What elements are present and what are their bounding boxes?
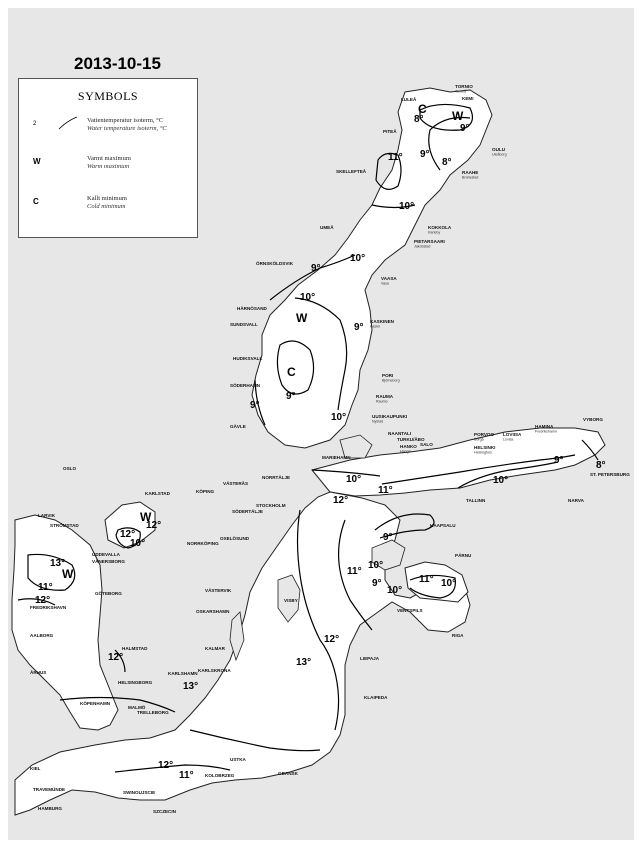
place-label: KARLSTAD (145, 491, 170, 496)
place-label: KIEL (30, 766, 41, 771)
isotherm-symbol: 2 (33, 121, 37, 127)
place-label: LOVIISA (503, 432, 522, 437)
place-sublabel: Björneborg (382, 378, 400, 383)
place-label: OSLO (63, 466, 77, 471)
place-label: RAUMA (376, 394, 394, 399)
place-sublabel: Jakobstad (414, 244, 431, 249)
place-label: SZCZECIN (153, 809, 176, 814)
isotherm-value-label: 13° (50, 558, 66, 569)
isotherm-value-label: 10° (331, 412, 347, 423)
place-label: NORRTÄLJE (262, 475, 291, 480)
place-label: HAAPSALU (430, 523, 456, 528)
isotherm-value-label: 10° (493, 475, 509, 486)
place-label: STRÖMSTAD (50, 523, 79, 528)
isotherm-value-label: 12° (333, 495, 349, 506)
place-label: KÖPENHAMN (80, 701, 111, 706)
isotherm-value-label: 11° (38, 582, 53, 593)
place-label: GDANSK (278, 771, 298, 776)
place-label: PORVOO (474, 432, 495, 437)
warm-maximum-marker: W (296, 311, 308, 325)
place-label: RAAHE (462, 170, 479, 175)
isotherm-value-label: 12° (120, 529, 136, 540)
place-label: TRAVEMÜNDE (33, 787, 66, 792)
warm-maximum-marker: W (62, 567, 74, 581)
isotherm-value-label: 11° (378, 485, 393, 496)
place-label: HAMBURG (38, 806, 62, 811)
isotherm-value-label: 9° (383, 532, 393, 543)
place-label: UUSIKAUPUNKI (372, 414, 408, 419)
place-label: KÖPING (196, 489, 215, 494)
place-label: VÄSTERVIK (205, 588, 232, 593)
isotherm-value-label: 10° (130, 538, 146, 549)
isotherm-value-label: 10° (346, 474, 362, 485)
isotherm-value-label: 9° (311, 263, 321, 274)
place-label: KASKINEN (370, 319, 394, 324)
place-label: VENTSPILS (397, 608, 423, 613)
place-label: GÄVLE (230, 424, 246, 429)
legend-box (18, 78, 198, 238)
place-label: SÖDERTÄLJE (232, 509, 263, 514)
legend-label-cold: Kallt minimum (87, 195, 127, 202)
place-label: STOCKHOLM (256, 503, 286, 508)
place-label: SUNDSVALL (230, 322, 258, 327)
isotherm-value-label: 9° (554, 455, 564, 466)
map-date: 2013-10-15 (74, 54, 161, 73)
cold-minimum-marker: C (418, 102, 427, 116)
isotherm-value-label: 9° (250, 400, 260, 411)
place-label: PORI (382, 373, 394, 378)
place-label: UMEÅ (320, 225, 334, 230)
place-label: HELSINGBORG (118, 680, 153, 685)
place-label: VAASA (381, 276, 397, 281)
place-sublabel: Hangö (400, 449, 411, 454)
place-label: HUDIKSVALL (233, 356, 263, 361)
isotherm-value-label: 10° (368, 560, 384, 571)
place-label: MARIEHAMN (322, 455, 351, 460)
place-sublabel: Kaskö (370, 324, 380, 329)
place-label: TORNIO (455, 84, 473, 89)
isotherm-value-label: 12° (324, 634, 340, 645)
place-label: SALO (420, 442, 433, 447)
place-label: GÖTEBORG (95, 591, 122, 596)
place-label: HAMINA (535, 424, 554, 429)
isotherm-value-label: 9° (286, 391, 296, 402)
place-label: TALLINN (466, 498, 486, 503)
isotherm-value-label: 13° (296, 657, 312, 668)
place-sublabel: Lovisa (503, 437, 514, 442)
place-label: LARVIK (38, 513, 56, 518)
isotherm-value-label: 12° (158, 760, 174, 771)
place-sublabel: Raumo (376, 399, 388, 404)
isotherm-value-label: 8° (414, 114, 424, 125)
place-label: AALBORG (30, 633, 54, 638)
cold-min-symbol: C (33, 197, 39, 206)
place-label: SKELLEFTEÅ (336, 169, 367, 174)
isotherm-value-label: 10° (441, 578, 457, 589)
place-label: HANKO (400, 444, 417, 449)
place-label: ST. PETERSBURG (590, 472, 630, 477)
isotherm-value-label: 11° (347, 566, 362, 577)
place-label: OSKARSHAMN (196, 609, 230, 614)
place-label: NAANTALI (388, 431, 412, 436)
place-label: HÄRNÖSAND (237, 306, 267, 311)
isotherm-sample-line (57, 115, 79, 131)
isotherm-value-label: 10° (399, 201, 415, 212)
place-label: VYBORG (583, 417, 603, 422)
warm-maximum-marker: W (452, 109, 464, 123)
isotherm-value-label: 10° (350, 253, 366, 264)
isotherm-value-label: 9° (372, 578, 382, 589)
place-label: KOKKOLA (428, 225, 452, 230)
place-label: HELSINKI (474, 445, 496, 450)
warm-maximum-marker: W (140, 510, 152, 524)
isotherm-value-label: 11° (419, 574, 434, 585)
place-label: PITEÅ (383, 129, 397, 134)
isotherm-value-label: 9° (354, 322, 364, 333)
legend-label-warm-en: Warm maximum (87, 163, 130, 170)
isotherm-value-label: 9° (420, 149, 430, 160)
place-label: KARLSHAMN (168, 671, 198, 676)
legend-label-isotherm: Vattentemperatur isoterm, °C (87, 117, 164, 124)
place-label: PIETARSAARI (414, 239, 445, 244)
place-label: TRELLEBORG (137, 710, 169, 715)
place-label: VÄSTERÅS (223, 481, 249, 486)
place-label: KALMAR (205, 646, 225, 651)
place-label: USTKA (230, 757, 246, 762)
place-label: VISBY (284, 598, 298, 603)
place-label: ÖRNSKÖLDSVIK (256, 261, 294, 266)
place-label: OXELÖSUND (220, 536, 250, 541)
warm-max-symbol: W (33, 157, 41, 166)
isotherm-value-label: 10° (387, 585, 403, 596)
place-sublabel: Borgå (474, 437, 484, 442)
place-label: KLAIPEDA (364, 695, 388, 700)
place-sublabel: Uleåborg (492, 152, 507, 157)
place-label: OULU (492, 147, 506, 152)
place-label: KEMI (462, 96, 474, 101)
place-sublabel: Karleby (428, 230, 441, 235)
place-label: LULEÅ (401, 97, 417, 102)
legend-label-isotherm-en: Water temperature isoterm, °C (87, 125, 167, 132)
cold-minimum-marker: C (287, 365, 296, 379)
isotherm-value-label: 11° (179, 770, 194, 781)
place-sublabel: Torneå (455, 89, 466, 94)
place-label: ÅRHUS (30, 670, 47, 675)
isotherm-value-label: 8° (596, 460, 606, 471)
isotherm-value-label: 12° (146, 520, 162, 531)
place-label: TURKU/ÅBO (397, 437, 425, 442)
legend-title: SYMBOLS (77, 89, 139, 103)
place-label: NARVA (568, 498, 584, 503)
isotherm-value-label: 10° (300, 292, 316, 303)
place-sublabel: Helsingfors (474, 450, 492, 455)
isotherm-value-label: 13° (183, 681, 199, 692)
place-label: HALMSTAD (122, 646, 148, 651)
place-label: KOLOBRZEG (205, 773, 235, 778)
isotherm-value-label: 8° (442, 157, 452, 168)
place-label: MALMÖ (128, 705, 146, 710)
place-label: KARLSKRONA (198, 668, 231, 673)
place-label: FREDRIKSHAVN (30, 605, 67, 610)
place-label: SÖDERHAMN (230, 383, 261, 388)
isotherm-value-label: 12° (35, 595, 51, 606)
place-label: VÄNERSBORG (92, 559, 125, 564)
place-sublabel: Fredrikshamn (535, 429, 557, 434)
place-label: SWINOUJSCIE (123, 790, 156, 795)
place-sublabel: Vasa (381, 281, 389, 286)
legend-label-warm: Varmt maximum (87, 155, 131, 162)
isotherm-value-label: 9° (460, 123, 470, 134)
isotherm-value-label: 11° (388, 152, 403, 163)
place-sublabel: Brahestad (462, 175, 479, 180)
place-label: RIGA (452, 633, 464, 638)
place-label: UDDEVALLA (92, 552, 120, 557)
place-label: PÄRNU (455, 553, 472, 558)
isotherm-value-label: 12° (108, 652, 124, 663)
legend-label-cold-en: Cold minimum (87, 203, 126, 210)
place-label: NORRKÖPING (187, 541, 219, 546)
place-label: LIEPAJA (360, 656, 380, 661)
place-sublabel: Nystad (372, 419, 384, 424)
